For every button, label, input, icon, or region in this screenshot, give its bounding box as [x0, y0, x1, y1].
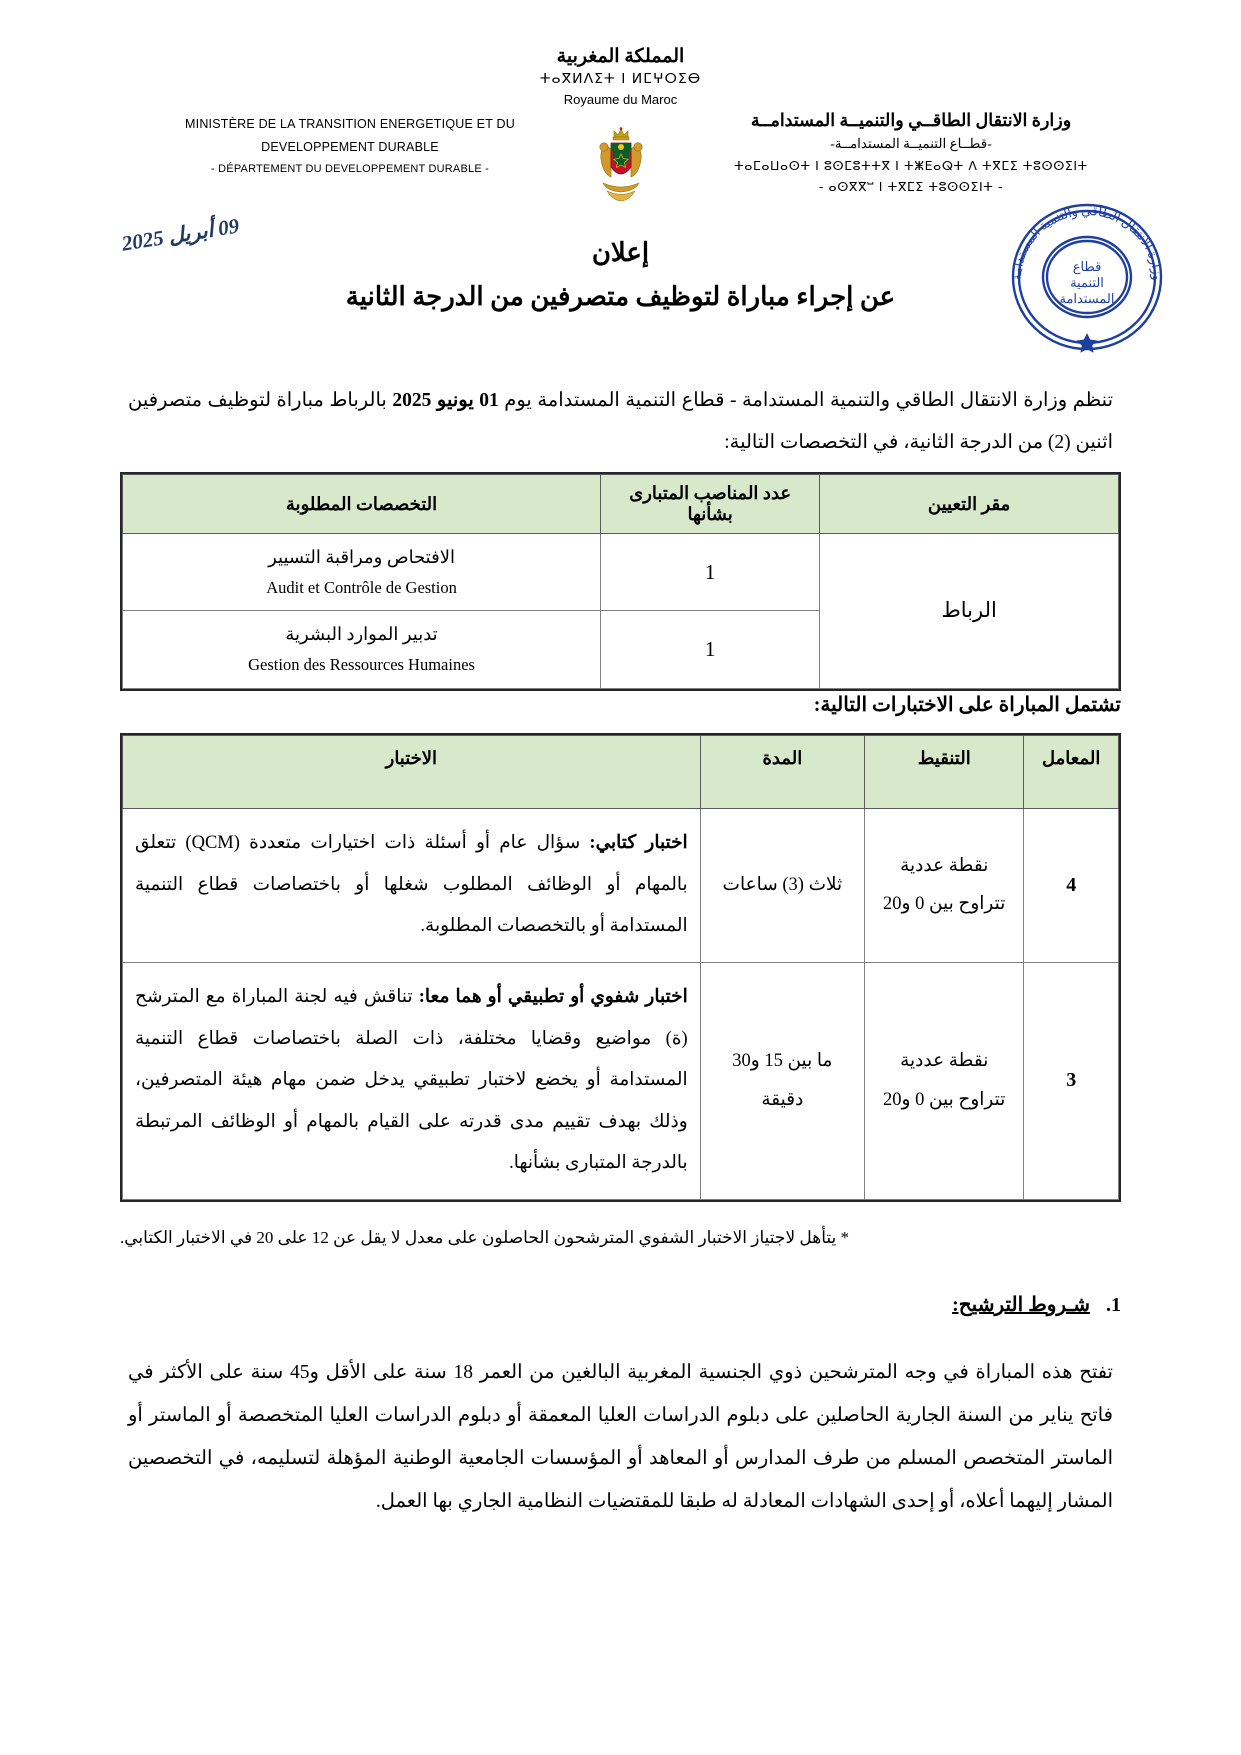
kingdom-french: Royaume du Maroc — [563, 91, 678, 107]
ministry-fr-line-2: DEVELOPPEMENT DURABLE — [261, 140, 439, 155]
document-date: 09 أبريل 2025 — [120, 213, 241, 256]
exam-2-description: تناقش فيه لجنة المباراة مع المترشح (ة) مواضيع وقضايا مختلفة، ذات الصلة باختصاصات قطاع التنمية المستدامة أو يخضع لاختبار تطبيقي يدخل ضمن مهام هيئة المتصرفين، وذلك بهدف تقييم مدى قدرته على القيام بالمهام أو الوظائف المرتبطة بالدرجة المتبارى بشأنها. — [135, 986, 688, 1174]
kingdom-tifinagh: ⵜⴰⴳⵍⴷⵉⵜ ⵏ ⵍⵎⵖⵔⵉⴱ — [539, 70, 702, 87]
conditions-heading-row — [952, 1292, 1121, 1317]
ministry-tifinagh-line-1: ⵜⴰⵎⴰⵡⴰⵙⵜ ⵏ ⵓⵙⵎⵓⵜⵜⴳ ⵏ ⵜⵥⴹⴰⵕⵜ ⴷ ⵜⴳⵎⵉ ⵜⵓⵙⵙⵉⵏⵜ — [734, 157, 1088, 173]
intro-paragraph — [128, 380, 1113, 464]
document-header — [0, 45, 1241, 195]
moroccan-coat-of-arms-icon — [593, 127, 649, 205]
conditions-paragraph: تفتح هذه المباراة في وجه المترشحين ذوي الجنسية المغربية البالغين من العمر 18 سنة على الأقل و45 سنة على الأكثر في فاتح يناير من السنة الجارية الحاصلين على دبلوم الدراسات العليا المعمقة أو دبلوم الدراسات العليا المتخصصة أو الماستر أو الماستر المتخصص المسلم من طرف المدارس أو المعاهد أو المؤسسات الجامعية الوطنية المؤهلة لتسليمه، في التخصصين المشار إليهما أعلاه، أو إحدى الشهادات المعادلة له طبقا للمقتضيات النظامية الجاري بها العمل. — [128, 1362, 1113, 1512]
exams-table-wrapper — [120, 733, 1121, 1202]
exams-table — [122, 735, 1119, 1200]
exam-1-label: اختبار كتابي: — [589, 833, 688, 853]
header-exam: الاختبار — [123, 736, 701, 809]
cell-count-2: 1 — [601, 611, 820, 688]
header-required-specialties: التخصصات المطلوبة — [123, 475, 601, 534]
header-center-block — [471, 45, 771, 109]
intro-part-2: بالرباط مباراة لتوظيف متصرفين اثنين (2) من الدرجة الثانية، في التخصصات التالية: — [128, 390, 1113, 453]
specialty-2-french: Gestion des Ressources Humaines — [248, 654, 475, 674]
cell-specialty-2 — [123, 611, 601, 688]
page-subtitle: عن إجراء مباراة لتوظيف متصرفين من الدرجة الثانية — [345, 282, 896, 311]
cell-duration-2: ما بين 15 و30 دقيقة — [700, 962, 864, 1199]
exams-table-header-row — [123, 736, 1119, 809]
stamp-inner-line-2: التنمية — [1070, 275, 1104, 290]
exam-2-label: اختبار شفوي أو تطبيقي أو هما معا: — [418, 986, 688, 1007]
footnote-text: * يتأهل لاجتياز الاختبار الشفوي المترشحون الحاصلون على معدل لا يقل عن 12 على 20 في الاختبار الكتابي. — [120, 1228, 850, 1247]
cell-location: الرباط — [820, 534, 1119, 689]
ministry-fr-line-3: - DÉPARTEMENT DU DEVELOPPEMENT DURABLE - — [211, 163, 489, 176]
specialties-table-header-row — [123, 475, 1119, 534]
kingdom-arabic: المملكة المغربية — [556, 46, 685, 67]
specialties-table-wrapper — [120, 472, 1121, 691]
header-scoring: التنقيط — [865, 736, 1024, 809]
ministry-ar-line-2: -قطــاع التنميــة المستدامــة- — [830, 136, 992, 152]
cell-exam-description-1 — [123, 809, 701, 963]
header-assignment-location: مقر التعيين — [820, 475, 1119, 534]
stamp-outer-text: وزارة الانتقال الطاقي والتنمية المستدامة — [1009, 203, 1165, 281]
conditions-list-number: 1. — [1106, 1294, 1121, 1316]
intro-competition-date: 01 يونيو 2025 — [392, 390, 499, 411]
exam-1-description: سؤال عام أو أسئلة ذات اختيارات متعددة (QCM) تتعلق بالمهام أو الوظائف المطلوب شغلها أو باختصاصات قطاع التنمية المستدامة أو بالتخصصات المطلوبة. — [135, 833, 688, 937]
header-duration: المدة — [700, 736, 864, 809]
exams-section-heading: تشتمل المباراة على الاختبارات التالية: — [813, 694, 1121, 716]
cell-scoring-2: نقطة عددية تتراوح بين 0 و20 — [865, 962, 1024, 1199]
official-stamp-icon — [1001, 193, 1173, 361]
ministry-french-title — [150, 113, 550, 180]
ministry-ar-line-1: وزارة الانتقال الطاقــي والتنميــة المستدامــة — [750, 110, 1072, 130]
qualification-footnote — [120, 1228, 1121, 1248]
ministry-fr-line-1: MINISTÈRE DE LA TRANSITION ENERGETIQUE ET DU — [185, 117, 515, 131]
cell-exam-description-2 — [123, 962, 701, 1199]
specialty-1-french: Audit et Contrôle de Gestion — [266, 577, 457, 597]
page-title: إعلان — [591, 238, 650, 267]
cell-scoring-1: نقطة عددية تتراوح بين 0 و20 — [865, 809, 1024, 963]
specialty-2-arabic: تدبير الموارد البشرية — [285, 624, 438, 645]
cell-coefficient-2: 3 — [1024, 962, 1119, 1199]
cell-count-1: 1 — [601, 534, 820, 611]
table-row — [123, 962, 1119, 1199]
header-coefficient: المعامل — [1024, 736, 1119, 809]
cell-specialty-1 — [123, 534, 601, 611]
conditions-heading: شـروط الترشيح: — [952, 1294, 1090, 1316]
specialty-1-arabic: الافتحاص ومراقبة التسيير — [268, 547, 455, 567]
ministry-arabic-title — [701, 107, 1121, 197]
table-row — [123, 809, 1119, 963]
cell-coefficient-1: 4 — [1024, 809, 1119, 963]
intro-part-1: تنظم وزارة الانتقال الطاقي والتنمية المستدامة - قطاع التنمية المستدامة يوم — [498, 390, 1113, 411]
stamp-inner-line-1: قطاع — [1072, 259, 1102, 274]
cell-duration-1: ثلاث (3) ساعات — [700, 809, 864, 963]
table-row — [123, 534, 1119, 611]
stamp-inner-line-3: المستدامة — [1059, 291, 1115, 306]
ministry-tifinagh-line-2: - ⴰⵙⴳⴳⵯ ⵏ ⵜⴳⵎⵉ ⵜⵓⵙⵙⵉⵏⵜ - — [818, 179, 1004, 195]
specialties-table — [122, 474, 1119, 689]
header-positions-count: عدد المناصب المتبارى بشأنها — [601, 475, 820, 534]
